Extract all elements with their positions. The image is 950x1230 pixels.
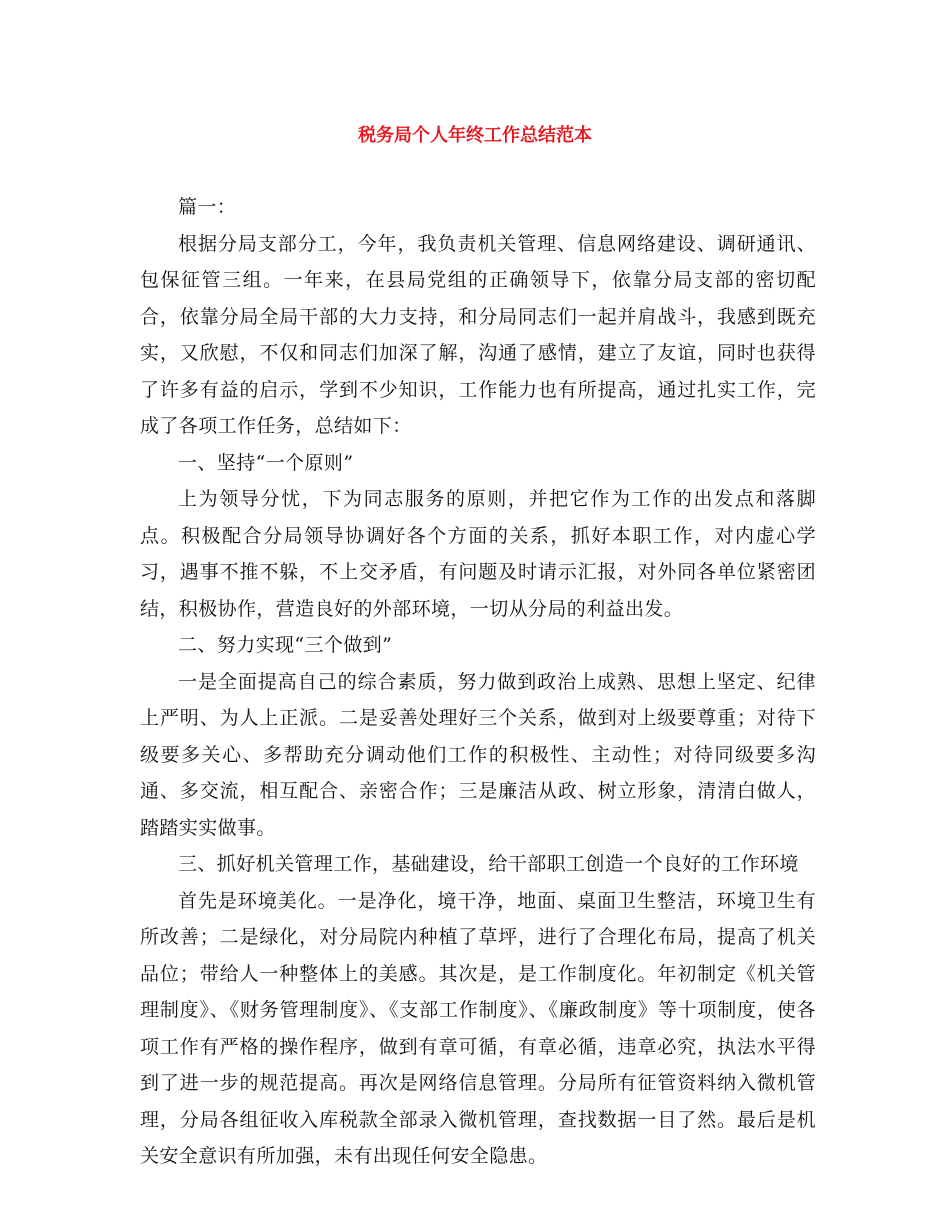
document-body [140,189,816,1175]
document-title: 税务局个人年终工作总结范本 [358,125,592,146]
section-heading-three-achievements: 二、努力实现“三个做到” [178,634,393,656]
paragraph-part-one-heading: 篇一： [178,196,237,218]
paragraph-one-principle: 上为领导分忧，下为同志服务的原则，并把它作为工作的出发点和落脚点。积极配合分局领导协调好各个方面的关系，抓好本职工作，对内虚心学习，遇事不推不躲，不上交矛盾，有问题及时请示汇报，对外同各单位紧密团结，积极协作，营造良好的外部环境，一切从分局的利益出发。 [140,488,816,620]
paragraph-three-achievements: 一是全面提高自己的综合素质，努力做到政治上成熟、思想上坚定、纪律上严明、为人上正派。二是妥善处理好三个关系，做到对上级要尊重；对待下级要多关心、多帮助充分调动他们工作的积极性、主动性；对待同级要多沟通、多交流，相互配合、亲密合作；三是廉洁从政、树立形象，清清白做人，踏踏实实做事。 [140,670,816,839]
paragraph-office-management: 首先是环境美化。一是净化，境干净，地面、桌面卫生整洁，环境卫生有所改善；二是绿化，对分局院内种植了草坪，进行了合理化布局，提高了机关品位；带给人一种整体上的美感。其次是，是工作制度化。年初制定《机关管理制度》、《财务管理制度》、《支部工作制度》、《廉政制度》等十项制度，使各项工作有严格的操作程序，做到有章可循，有章必循，违章必究，执法水平得到了进一步的规范提高。再次是网络信息管理。分局所有征管资料纳入微机管理，分局各组征收入库税款全部录入微机管理，查找数据一目了然。最后是机关安全意识有所加强，未有出现任何安全隐患。 [140,889,816,1167]
paragraph-intro: 根据分局支部分工，今年，我负责机关管理、信息网络建设、调研通讯、包保征管三组。一年来，在县局党组的正确领导下，依靠分局支部的密切配合，依靠分局全局干部的大力支持，和分局同志们一起并肩战斗，我感到既充实，又欣慰，不仅和同志们加深了解，沟通了感情，建立了友谊，同时也获得了许多有益的启示，学到不少知识，工作能力也有所提高，通过扎实工作，完成了各项工作任务，总结如下： [140,232,816,437]
section-heading-one-principle: 一、坚持“一个原则” [178,451,354,474]
section-heading-office-management: 三、抓好机关管理工作，基础建设，给干部职工创造一个良好的工作环境 [178,853,799,875]
